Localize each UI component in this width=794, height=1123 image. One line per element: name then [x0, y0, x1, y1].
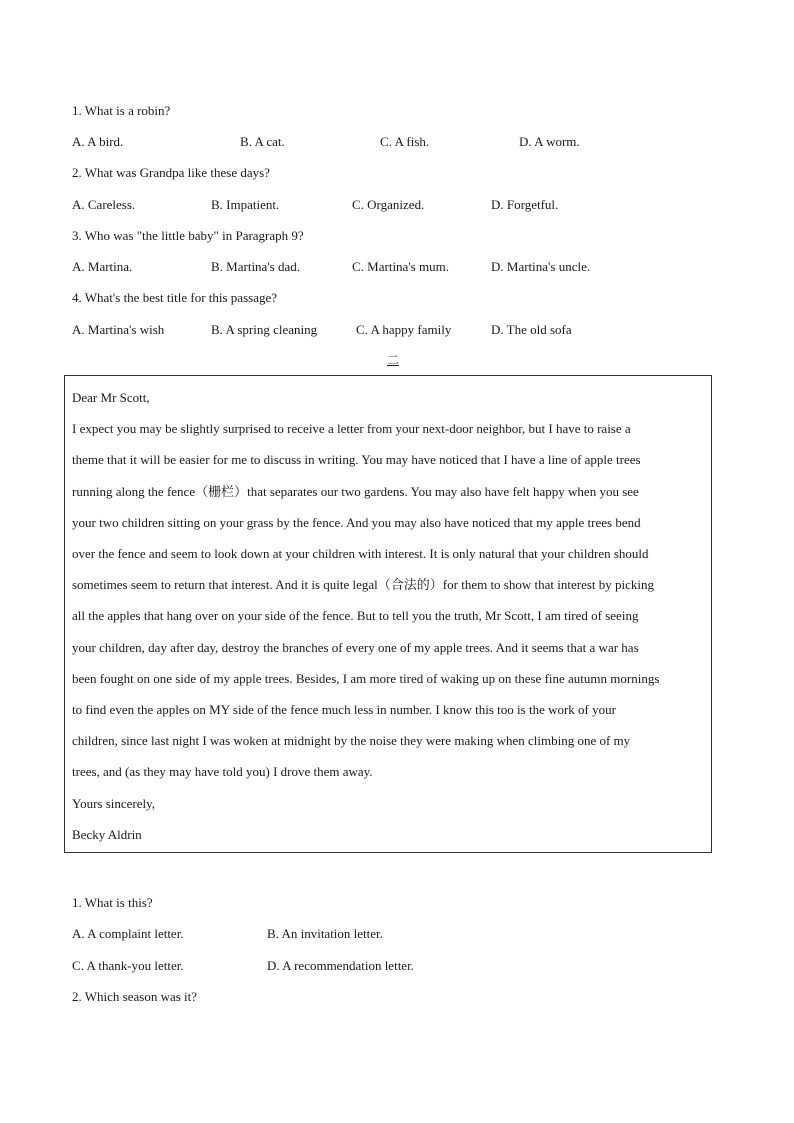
- letter-line: your two children sitting on your grass by the fence. And you may also have noticed that my apple trees bend: [72, 515, 641, 530]
- section-number: 二: [386, 353, 399, 367]
- question-2: 2. Which season was it?: [72, 989, 198, 1004]
- q4-option-c: C. A happy family: [356, 322, 452, 337]
- question-4: 4. What's the best title for this passage?: [72, 290, 277, 305]
- question-1: 1. What is this?: [72, 895, 153, 910]
- letter-signature: Becky Aldrin: [72, 827, 142, 842]
- letter-box: [64, 375, 712, 853]
- letter-line: over the fence and seem to look down at your children with interest. It is only natural that your children should: [72, 546, 649, 561]
- q4-option-d: D. The old sofa: [491, 322, 572, 337]
- q3-option-a: A. Martina.: [72, 259, 133, 274]
- q2-option-d: D. Forgetful.: [491, 197, 559, 212]
- q3-option-d: D. Martina's uncle.: [491, 259, 591, 274]
- letter-line: trees, and (as they may have told you) I drove them away.: [72, 764, 373, 779]
- question-3: 3. Who was "the little baby" in Paragraph 9?: [72, 228, 304, 243]
- letter-line: children, since last night I was woken at midnight by the noise they were making when climbing one of my: [72, 733, 631, 748]
- q4-option-b: B. A spring cleaning: [211, 322, 318, 337]
- s2-q1-option-a: A. A complaint letter.: [72, 926, 184, 941]
- q2-option-b: B. Impatient.: [211, 197, 280, 212]
- letter-line: to find even the apples on MY side of the fence much less in number. I know this too is the work of your: [72, 702, 616, 717]
- letter-greeting: Dear Mr Scott,: [72, 390, 150, 405]
- letter-line: your children, day after day, destroy the branches of every one of my apple trees. And it seems that a war has: [72, 640, 639, 655]
- letter-line: all the apples that hang over on your side of the fence. But to tell you the truth, Mr Scott, I am tired of seeing: [72, 608, 639, 623]
- s2-q1-option-c: C. A thank-you letter.: [72, 958, 184, 973]
- q2-option-a: A. Careless.: [72, 197, 136, 212]
- question-2: 2. What was Grandpa like these days?: [72, 165, 270, 180]
- letter-closing: Yours sincerely,: [72, 796, 156, 811]
- q2-option-c: C. Organized.: [352, 197, 425, 212]
- letter-line: I expect you may be slightly surprised to receive a letter from your next-door neighbor, but I have to raise a: [72, 421, 631, 436]
- q1-option-d: D. A worm.: [519, 134, 580, 149]
- s2-q1-option-b: B. An invitation letter.: [267, 926, 383, 941]
- question-1: 1. What is a robin?: [72, 103, 171, 118]
- q1-option-a: A. A bird.: [72, 134, 124, 149]
- q3-option-c: C. Martina's mum.: [352, 259, 449, 274]
- letter-line: theme that it will be easier for me to discuss in writing. You may have noticed that I have a line of apple trees: [72, 452, 641, 467]
- q1-option-b: B. A cat.: [240, 134, 285, 149]
- s2-q1-option-d: D. A recommendation letter.: [267, 958, 414, 973]
- letter-line: sometimes seem to return that interest. And it is quite legal（合法的）for them to show that interest by picking: [72, 577, 655, 592]
- q4-option-a: A. Martina's wish: [72, 322, 165, 337]
- letter-line: running along the fence（栅栏）that separates our two gardens. You may also have felt happy when you see: [72, 484, 639, 499]
- letter-line: been fought on one side of my apple trees. Besides, I am more tired of waking up on these fine autumn mornings: [72, 671, 660, 686]
- q3-option-b: B. Martina's dad.: [211, 259, 300, 274]
- q1-option-c: C. A fish.: [380, 134, 430, 149]
